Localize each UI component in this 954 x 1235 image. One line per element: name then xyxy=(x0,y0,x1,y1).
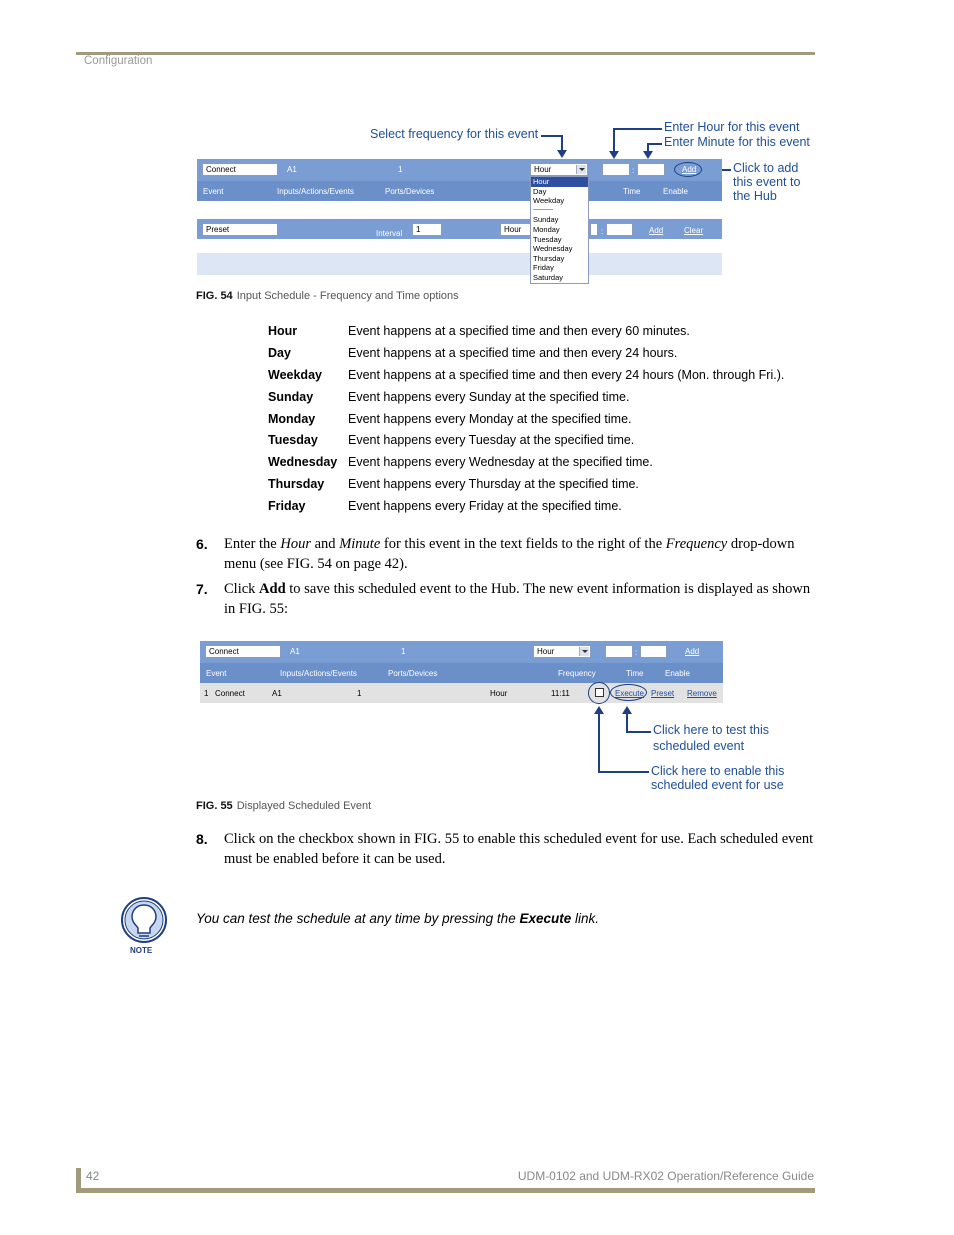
definition-row: Day Event happens at a specified time and then every 24 hours. xyxy=(268,345,678,360)
row-frequency: Hour xyxy=(490,689,508,698)
col-ports: Ports/Devices xyxy=(385,187,435,196)
note-label: NOTE xyxy=(130,946,153,955)
frequency-dropdown-list[interactable] xyxy=(530,176,589,284)
input-value: A1 xyxy=(290,647,300,656)
minute-field[interactable] xyxy=(640,645,667,658)
annotation-enable-1: Click here to enable this xyxy=(651,764,785,778)
definition-row: Wednesday Event happens every Wednesday at the specified time. xyxy=(268,455,653,470)
page-number: 42 xyxy=(86,1169,100,1183)
col-frequency: Frequency xyxy=(558,669,596,678)
col-enable: Enable xyxy=(663,187,688,196)
row-port: 1 xyxy=(357,689,362,698)
col-time: Time xyxy=(623,187,641,196)
footer-rule xyxy=(76,1188,815,1193)
col-inputs: Inputs/Actions/Events xyxy=(277,187,354,196)
event-name-field[interactable]: Connect xyxy=(202,163,278,176)
definition-row: Tuesday Event happens every Tuesday at the specified time. xyxy=(268,433,635,448)
annotation-enable-2: scheduled event for use xyxy=(651,778,784,792)
frequency-select[interactable]: Hour xyxy=(530,163,588,176)
annotation-test-2: scheduled event xyxy=(653,739,745,753)
hour-field[interactable] xyxy=(605,645,633,658)
preset-hour-field[interactable] xyxy=(590,223,598,236)
row-time: 11:11 xyxy=(551,689,570,698)
dropdown-option[interactable]: Wednesday xyxy=(533,244,573,254)
dropdown-option[interactable]: Day xyxy=(533,186,547,196)
add-link[interactable]: Add xyxy=(685,647,700,656)
dropdown-option[interactable]: Saturday xyxy=(533,272,564,282)
preset-minute-field[interactable] xyxy=(606,223,633,236)
clear-link[interactable]: Clear xyxy=(684,226,704,235)
annotation-enter-hour: Enter Hour for this event xyxy=(664,120,800,134)
definition-row: Thursday Event happens every Thursday at the specified time. xyxy=(268,477,639,492)
preset-name-field[interactable]: Preset xyxy=(202,223,278,236)
dropdown-separator: ---------- xyxy=(533,206,553,213)
annotation-click-to-add-1: Click to add xyxy=(733,161,799,175)
col-enable: Enable xyxy=(665,669,690,678)
add-link[interactable]: Add xyxy=(682,165,697,174)
fig55-caption: FIG. 55 Displayed Scheduled Event xyxy=(196,800,372,812)
frequency-select[interactable]: Hour xyxy=(533,645,591,658)
col-inputs: Inputs/Actions/Events xyxy=(280,669,357,678)
note-text: You can test the schedule at any time by pressing the Execute link. xyxy=(196,911,599,926)
definition-row: Monday Event happens every Monday at the specified time. xyxy=(268,411,632,426)
definition-row: Hour Event happens at a specified time and then every 60 minutes. xyxy=(268,324,690,338)
col-event: Event xyxy=(203,187,224,196)
row-event: Connect xyxy=(215,689,245,698)
definition-row: Friday Event happens every Friday at the specified time. xyxy=(268,499,622,514)
port-value: 1 xyxy=(401,647,406,656)
dropdown-option[interactable]: Tuesday xyxy=(533,234,562,244)
dropdown-option[interactable]: Sunday xyxy=(533,215,559,225)
row-input: A1 xyxy=(272,689,282,698)
annotation-enter-minute: Enter Minute for this event xyxy=(664,135,810,149)
frequency-definitions xyxy=(268,322,828,519)
col-ports: Ports/Devices xyxy=(388,669,438,678)
preset-add-link[interactable]: Add xyxy=(649,226,664,235)
col-time: Time xyxy=(626,669,644,678)
chevron-down-icon xyxy=(579,647,589,656)
row-num: 1 xyxy=(204,689,209,698)
chevron-down-icon xyxy=(576,165,586,174)
section-header: Configuration xyxy=(84,55,153,67)
preset-link[interactable]: Preset xyxy=(651,689,675,698)
definition-row: Weekday Event happens at a specified time and then every 24 hours (Mon. through Fri.). xyxy=(268,367,785,382)
interval-field[interactable]: 1 xyxy=(412,223,442,236)
port-value: 1 xyxy=(398,165,403,174)
annotation-click-to-add-2: this event to xyxy=(733,175,801,189)
document-title: UDM-0102 and UDM-RX02 Operation/Reference Guide xyxy=(517,1169,814,1183)
fig54-caption: FIG. 54 Input Schedule - Frequency and Time options xyxy=(196,290,459,302)
col-event: Event xyxy=(206,669,227,678)
header-rule xyxy=(76,52,815,55)
hour-field[interactable] xyxy=(602,163,630,176)
interval-unit-select[interactable]: Hour xyxy=(500,223,540,236)
definition-row: Sunday Event happens every Sunday at the specified time. xyxy=(268,389,630,404)
dropdown-option[interactable]: Thursday xyxy=(533,253,565,263)
input-value: A1 xyxy=(287,165,297,174)
minute-field[interactable] xyxy=(637,163,665,176)
dropdown-option[interactable]: Monday xyxy=(533,224,560,234)
step-6: 6. Enter the Hour and Minute for this event in the text fields to the right of the Frequency drop-down menu (see FIG. 54 on page 42). xyxy=(196,536,795,572)
step-8: 8. Click on the checkbox shown in FIG. 55 to enable this scheduled event for use. Each scheduled event must be enabled before it can be used. xyxy=(196,831,814,867)
remove-link[interactable]: Remove xyxy=(687,689,717,698)
annotation-click-to-add-3: the Hub xyxy=(733,189,777,203)
event-name-field[interactable]: Connect xyxy=(205,645,281,658)
annotation-test-1: Click here to test this xyxy=(653,723,770,737)
interval-label: Interval xyxy=(376,229,403,238)
dropdown-option[interactable]: Hour xyxy=(531,177,588,187)
execute-link[interactable]: Execute xyxy=(615,689,644,698)
dropdown-option[interactable]: Weekday xyxy=(533,196,565,206)
step-7: 7. Click Add to save this scheduled event to the Hub. The new event information is displayed as shown in FIG. 55: xyxy=(196,581,811,617)
dropdown-option[interactable]: Friday xyxy=(533,263,554,273)
annotation-select-frequency: Select frequency for this event xyxy=(370,127,539,141)
